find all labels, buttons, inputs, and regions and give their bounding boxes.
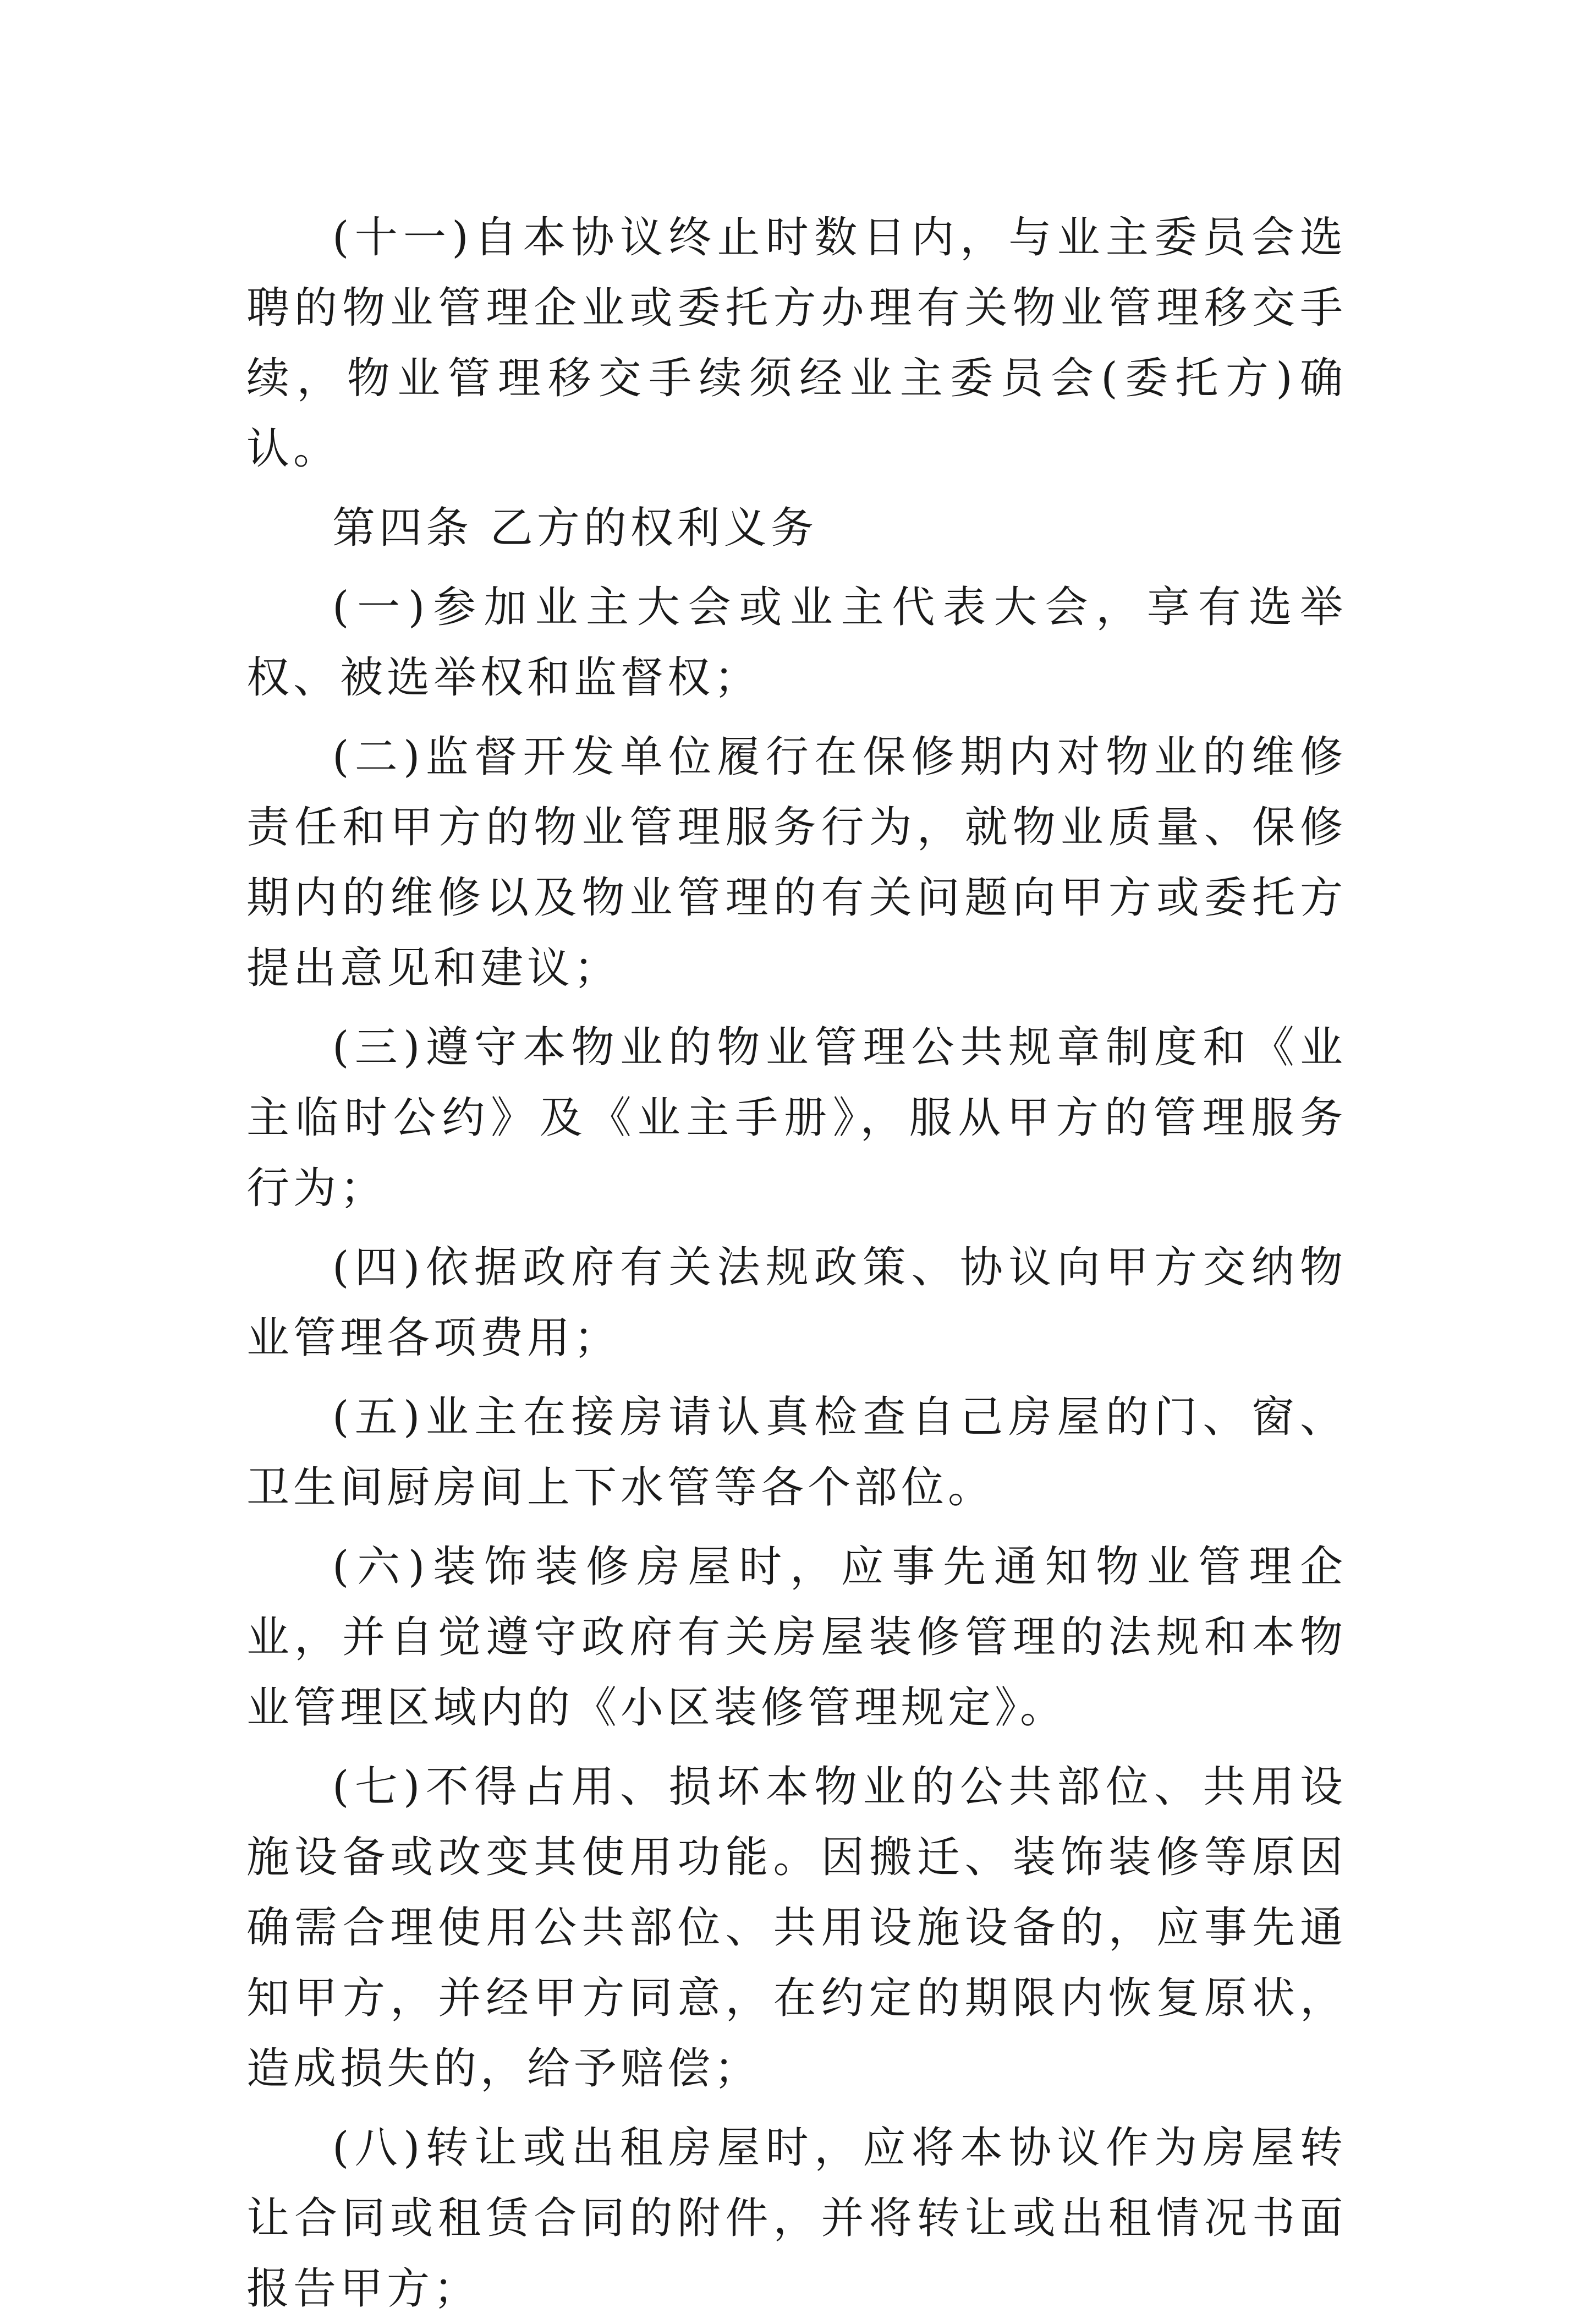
clause-3-paragraph: (三)遵守本物业的物业管理公共规章制度和《业主临时公约》及《业主手册》，服从甲方的管理服务行为； — [246, 1023, 1347, 1213]
clause-5-paragraph: (五)业主在接房请认真检查自己房屋的门、窗、卫生间厨房间上下水管等各个部位。 — [246, 1393, 1347, 1512]
clause-8-paragraph: (八)转让或出租房屋时，应将本协议作为房屋转让合同或租赁合同的附件，并将转让或出租情况书面报告甲方； — [246, 2123, 1347, 2314]
clause-6-paragraph: (六)装饰装修房屋时，应事先通知物业管理企业，并自觉遵守政府有关房屋装修管理的法规和本物业管理区域内的《小区装修管理规定》。 — [246, 1542, 1347, 1733]
article-4-heading: 第四条 乙方的权利义务 — [332, 503, 817, 553]
clause-4-paragraph: (四)依据政府有关法规政策、协议向甲方交纳物业管理各项费用； — [246, 1243, 1347, 1363]
clause-1-paragraph: (一)参加业主大会或业主代表大会，享有选举权、被选举权和监督权； — [246, 583, 1347, 703]
clause-2-paragraph: (二)监督开发单位履行在保修期内对物业的维修责任和甲方的物业管理服务行为，就物业质量、保修期内的维修以及物业管理的有关问题向甲方或委托方提出意见和建议； — [246, 732, 1347, 993]
document-body — [246, 202, 1347, 2324]
clause-7-paragraph: (七)不得占用、损坏本物业的公共部位、共用设施设备或改变其使用功能。因搬迁、装饰装修等原因确需合理使用公共部位、共用设施设备的，应事先通知甲方，并经甲方同意，在约定的期限内恢复原状，造成损失的，给予赔偿； — [246, 1762, 1347, 2093]
clause-11-paragraph: (十一)自本协议终止时数日内，与业主委员会选聘的物业管理企业或委托方办理有关物业管理移交手续，物业管理移交手续须经业主委员会(委托方)确认。 — [246, 213, 1347, 474]
